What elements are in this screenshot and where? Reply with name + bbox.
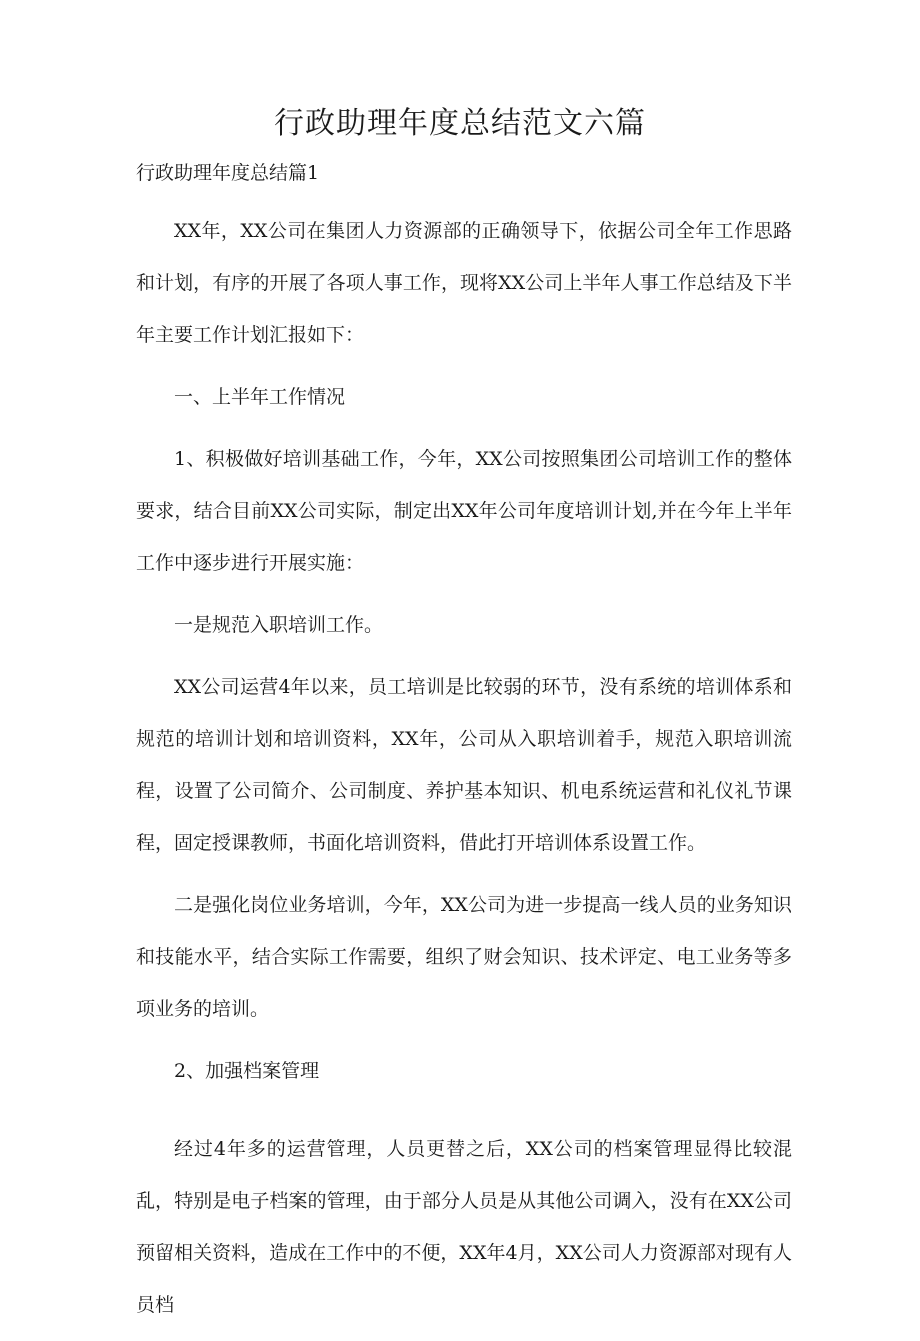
section-heading: 行政助理年度总结篇1 xyxy=(136,162,320,184)
document-body xyxy=(136,205,792,1341)
paragraph-archive-detail: 经过4年多的运营管理，人员更替之后，XX公司的档案管理显得比较混乱，特别是电子档案的管理，由于部分人员是从其他公司调入，没有在XX公司预留相关资料，造成在工作中的不便，XX年4月，XX公司人力资源部对现有人员档 xyxy=(136,1138,792,1316)
paragraph-section-1-heading: 一、上半年工作情况 xyxy=(174,386,346,408)
paragraph-item-2: 2、加强档案管理 xyxy=(174,1060,320,1082)
paragraph-training-detail: XX公司运营4年以来，员工培训是比较弱的环节，没有系统的培训体系和规范的培训计划和培训资料，XX年，公司从入职培训着手，规范入职培训流程，设置了公司简介、公司制度、养护基本知识、机电系统运营和礼仪礼节课程，固定授课教师，书面化培训资料，借此打开培训体系设置工作。 xyxy=(136,676,792,854)
paragraph-item-1: 1、积极做好培训基础工作，今年，XX公司按照集团公司培训工作的整体要求，结合目前XX公司实际，制定出XX年公司年度培训计划,并在今年上半年工作中逐步进行开展实施： xyxy=(136,448,792,574)
paragraph-sub-1: 一是规范入职培训工作。 xyxy=(174,614,384,636)
paragraph-sub-2: 二是强化岗位业务培训，今年，XX公司为进一步提高一线人员的业务知识和技能水平，结合实际工作需要，组织了财会知识、技术评定、电工业务等多项业务的培训。 xyxy=(136,894,792,1020)
paragraph-intro: XX年，XX公司在集团人力资源部的正确领导下，依据公司全年工作思路和计划，有序的开展了各项人事工作，现将XX公司上半年人事工作总结及下半年主要工作计划汇报如下： xyxy=(136,220,792,346)
document-title: 行政助理年度总结范文六篇 xyxy=(274,106,646,141)
